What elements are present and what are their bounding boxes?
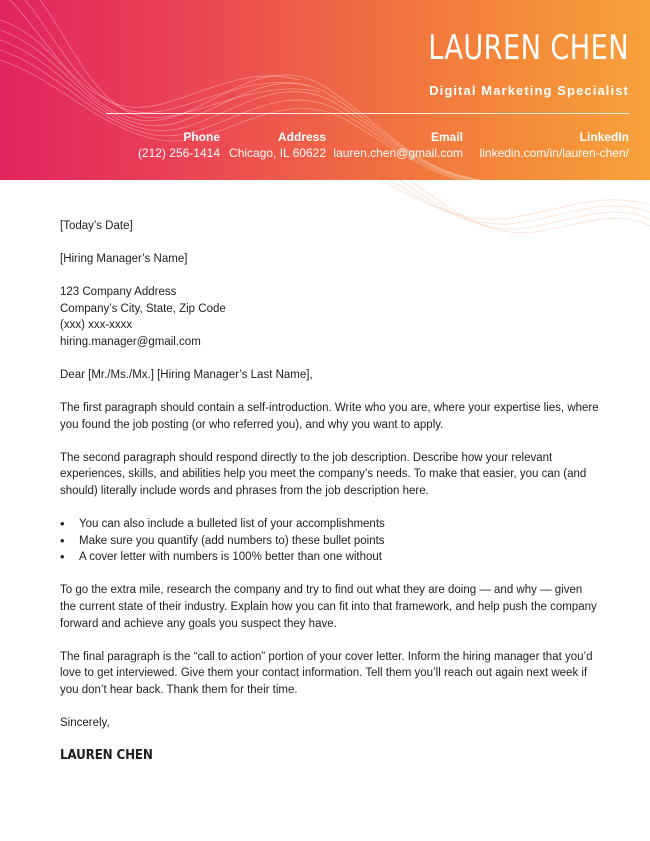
closing: Sincerely,	[60, 716, 110, 729]
address-line: hiring.manager@gmail.com	[60, 335, 201, 348]
address-line: (xxx) xxx-xxxx	[60, 319, 133, 332]
list-item: • You can also include a bulleted list of your accomplishments	[60, 516, 600, 533]
job-title: Digital Marketing Specialist	[429, 83, 629, 98]
salutation: Dear [Mr./Ms./Mx.] [Hiring Manager’s Last Name],	[60, 369, 313, 382]
paragraph-job-response: The second paragraph should respond directly to the job description. Describe how your relevant experiences, skills, and abilities help you meet the company’s needs. To make that easier, you can (and should) literally include words and phrases from the job description here.	[60, 451, 587, 498]
contact-linkedin	[480, 130, 629, 160]
contact-phone-label: Phone	[183, 130, 220, 144]
header-divider	[106, 113, 629, 114]
applicant-name: LAUREN CHEN	[428, 28, 629, 68]
contact-address-value: Chicago, IL 60622	[229, 146, 326, 160]
address-line: 123 Company Address	[60, 286, 177, 299]
paragraph-research: To go the extra mile, research the company and try to find out what they are doing — and why — given the current state of their industry. Explain how you can fit into that framework, and help push the company forward and achieve any goals you suspect they have.	[60, 584, 597, 630]
contact-email-value: lauren.chen@gmail.com	[333, 146, 463, 160]
signature: LAUREN CHEN	[60, 748, 153, 764]
list-item: • Make sure you quantify (add numbers to) these bullet points	[60, 533, 600, 550]
contact-phone-value: (212) 256-1414	[137, 146, 220, 160]
contact-address	[229, 130, 326, 160]
recipient-name: [Hiring Manager’s Name]	[60, 253, 188, 266]
accomplishments-list	[60, 516, 600, 566]
contact-email-label: Email	[430, 130, 463, 144]
paragraph-intro: The first paragraph should contain a self-introduction. Write who you are, where your expertise lies, where you found the job posting (or who referred you), and why you want to apply.	[60, 402, 599, 431]
letter-date: [Today’s Date]	[60, 220, 133, 232]
list-item: • A cover letter with numbers is 100% better than one without	[60, 549, 600, 566]
paragraph-call-to-action: The final paragraph is the “call to action” portion of your cover letter. Inform the hiring manager that you’d love to get interviewed. Give them your contact information. Tell them you’ll reach out again next week if you don’t hear back. Thank them for their time.	[60, 650, 593, 696]
contact-phone	[138, 130, 220, 160]
contact-address-label: Address	[277, 130, 326, 144]
contact-linkedin-label: LinkedIn	[579, 130, 629, 144]
letter-body	[60, 218, 600, 765]
contact-linkedin-value: linkedin.com/in/lauren-chen/	[479, 146, 629, 160]
contact-email	[333, 130, 463, 160]
recipient-address	[60, 284, 600, 350]
address-line: Company’s City, State, Zip Code	[60, 302, 226, 315]
header-banner	[0, 0, 650, 180]
